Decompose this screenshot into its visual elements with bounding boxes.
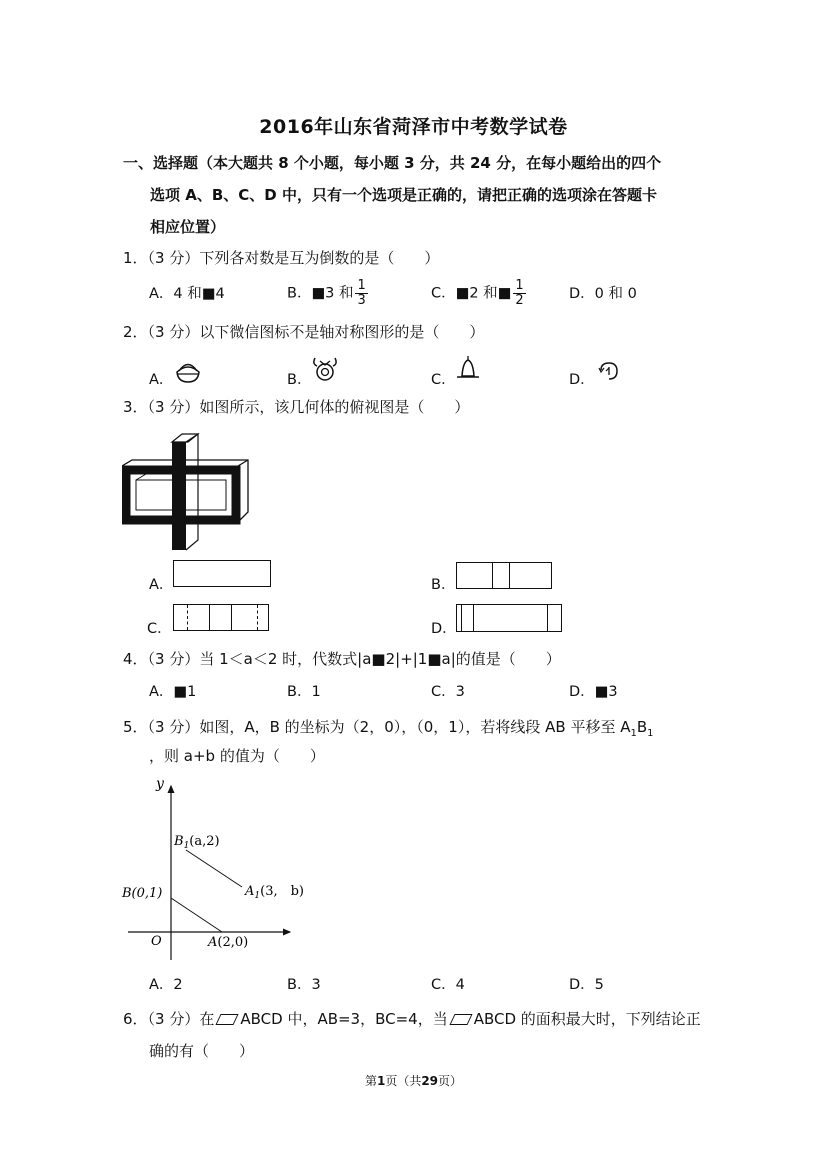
q3-option-d-figure: [456, 604, 562, 632]
geometric-solid-figure: [122, 428, 252, 552]
q4-option-b: B．1: [287, 684, 321, 700]
question-text: （3 分）下列各对数是互为倒数的是（ ）: [147, 249, 440, 267]
question-1: [123, 247, 439, 269]
question-number: 1．: [123, 249, 148, 267]
origin-label: O: [151, 934, 162, 949]
question-text: （3 分）如图，A，B 的坐标为（2，0），（0，1），若将线段 AB 平移至 A: [147, 718, 631, 736]
q3-option-b: B．: [431, 577, 456, 593]
question-number: 6．: [123, 1010, 148, 1028]
wechat-refresh-icon: [596, 360, 622, 384]
q3-option-c: C．: [147, 621, 172, 637]
section-header-line3: 相应位置）: [150, 218, 226, 236]
point-a-label: A(2,0): [208, 935, 249, 950]
point-b1-label: $B_1(a,2)$: [174, 834, 220, 851]
question-text: （3 分）以下微信图标不是轴对称图形的是（ ）: [147, 323, 485, 341]
wechat-bowl-icon: [174, 356, 202, 384]
page-title: 2016年山东省菏泽市中考数学试卷: [259, 116, 568, 138]
point-a1-label: $A_1(3$, b): [245, 884, 304, 901]
question-number: 3．: [123, 398, 148, 416]
q1-option-b: B．■3 和 $\frac{1}{3}$: [287, 278, 366, 308]
q3-option-b-figure: [456, 562, 552, 589]
wechat-bell-icon: [454, 354, 482, 384]
q3-option-a-figure: [173, 560, 271, 587]
q5-option-b: B．3: [287, 977, 321, 993]
q2-option-a: A．: [149, 372, 174, 388]
parallelogram-icon: [449, 1014, 472, 1025]
section-header-line1: 一、选择题（本大题共 8 个小题，每小题 3 分，共 24 分，在每小题给出的四个: [123, 154, 662, 172]
question-text: （3 分）当 1＜a＜2 时，代数式|a■2|+|1■a|的值是（ ）: [147, 650, 561, 668]
question-5: 5．（3 分）如图，A，B 的坐标为（2，0），（0，1），若将线段 AB 平移至 $A_1B_1$: [123, 718, 654, 739]
q1-option-d: D．0 和 0: [569, 286, 637, 302]
q5-option-c: C．4: [431, 977, 465, 993]
fraction: $\frac{1}{3}$: [357, 278, 366, 308]
page-footer: 第1页（共29页）: [364, 1074, 463, 1088]
q5-option-a: A．2: [149, 977, 183, 993]
question-number: 5．: [123, 718, 148, 736]
fraction: $\frac{1}{2}$: [515, 278, 524, 308]
parallelogram-icon: [216, 1014, 239, 1025]
point-b-label: B(0,1): [122, 886, 163, 901]
question-2: [123, 321, 484, 343]
question-5-line2: ，则 a+b 的值为（ ）: [149, 747, 325, 765]
q4-option-a: A．■1: [149, 684, 197, 700]
q3-option-a: A．: [149, 577, 174, 593]
question-6: 6．（3 分）在 ABCD 中，AB=3，BC=4，当 ABCD 的面积最大时，下列结论正: [123, 1010, 701, 1028]
section-header-line2: 选项 A、B、C、D 中，只有一个选项是正确的，请把正确的选项涂在答题卡: [150, 186, 657, 204]
question-4: [123, 648, 561, 670]
question-6-line2: 确的有（ ）: [149, 1042, 255, 1060]
q2-option-b: B．: [287, 372, 312, 388]
coordinate-graph: [118, 772, 308, 964]
y-axis-label: y: [156, 776, 164, 792]
q1-option-a: A．4 和■4: [149, 286, 225, 302]
question-3: [123, 396, 469, 418]
q3-option-c-figure: [173, 604, 269, 631]
q1-option-c: C．■2 和■ $\frac{1}{2}$: [431, 278, 524, 308]
q4-option-c: C．3: [431, 684, 465, 700]
q3-option-d: D．: [431, 621, 457, 637]
q4-option-d: D．■3: [569, 684, 618, 700]
wechat-alarm-icon: [309, 352, 341, 384]
question-number: 2．: [123, 323, 148, 341]
q2-option-c: C．: [431, 372, 456, 388]
q5-option-d: D．5: [569, 977, 604, 993]
q2-option-d: D．: [569, 372, 595, 388]
question-number: 4．: [123, 650, 148, 668]
question-text: （3 分）如图所示，该几何体的俯视图是（ ）: [147, 398, 470, 416]
